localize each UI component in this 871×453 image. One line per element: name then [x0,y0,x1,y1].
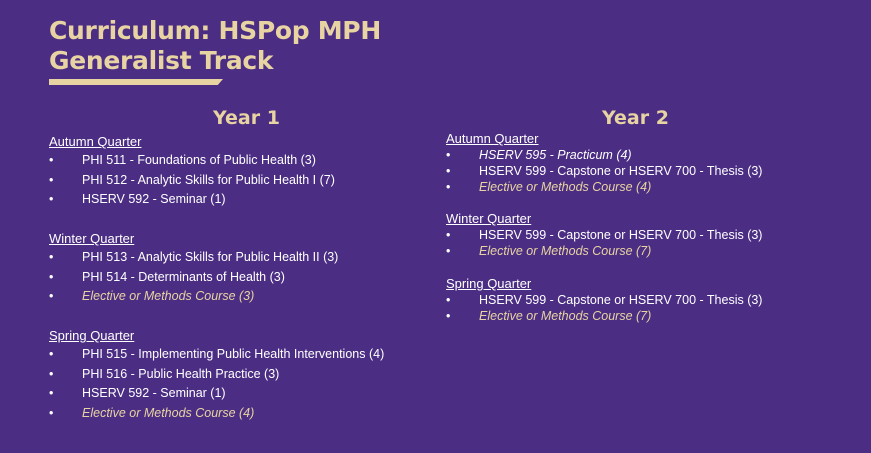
year1-spring-title: Spring Quarter [49,328,135,343]
year2-spring-quarter [446,276,762,324]
year1-autumn-title: Autumn Quarter [49,134,142,149]
course-item: • HSERV 599 - Capstone or HSERV 700 - Thesis (3) [446,292,762,308]
year2-autumn-quarter [446,131,762,196]
year2-winter-title: Winter Quarter [446,211,532,226]
course-item: • PHI 514 - Determinants of Health (3) [49,268,338,288]
elective-course-item: • Elective or Methods Course (4) [49,404,384,424]
year1-winter-course-list [49,248,338,307]
course-item: • PHI 512 - Analytic Skills for Public Health I (7) [49,171,335,191]
course-item: • HSERV 592 - Seminar (1) [49,384,384,404]
page-title-line1: Curriculum: HSPop MPH [49,16,381,45]
year1-winter-quarter [49,230,338,307]
elective-course-item: • Elective or Methods Course (7) [446,243,762,259]
page-title-line2: Generalist Track [49,46,274,75]
course-item: • PHI 516 - Public Health Practice (3) [49,365,384,385]
elective-course-item: • Elective or Methods Course (7) [446,308,762,324]
elective-course-item: • Elective or Methods Course (3) [49,287,338,307]
course-item: • HSERV 599 - Capstone or HSERV 700 - Thesis (3) [446,227,762,243]
practicum-course-item: • HSERV 595 - Practicum (4) [446,147,762,163]
page-title [49,16,381,76]
year2-spring-title: Spring Quarter [446,276,532,291]
year2-winter-quarter [446,211,762,259]
year2-autumn-title: Autumn Quarter [446,131,539,146]
year1-autumn-course-list [49,151,335,210]
year1-spring-course-list [49,345,384,423]
year2-autumn-course-list [446,147,762,196]
year1-spring-quarter [49,327,384,423]
year1-winter-title: Winter Quarter [49,231,135,246]
elective-course-item: • Elective or Methods Course (4) [446,179,762,195]
year1-autumn-quarter [49,133,335,210]
course-item: • PHI 515 - Implementing Public Health Interventions (4) [49,345,384,365]
course-item: • PHI 511 - Foundations of Public Health (3) [49,151,335,171]
course-item: • HSERV 599 - Capstone or HSERV 700 - Thesis (3) [446,163,762,179]
course-item: • PHI 513 - Analytic Skills for Public Health II (3) [49,248,338,268]
year2-winter-course-list [446,227,762,259]
title-underline-accent [49,79,223,85]
year2-heading: Year 2 [602,107,669,129]
course-item: • HSERV 592 - Seminar (1) [49,190,335,210]
year1-heading: Year 1 [213,107,280,129]
year2-spring-course-list [446,292,762,324]
